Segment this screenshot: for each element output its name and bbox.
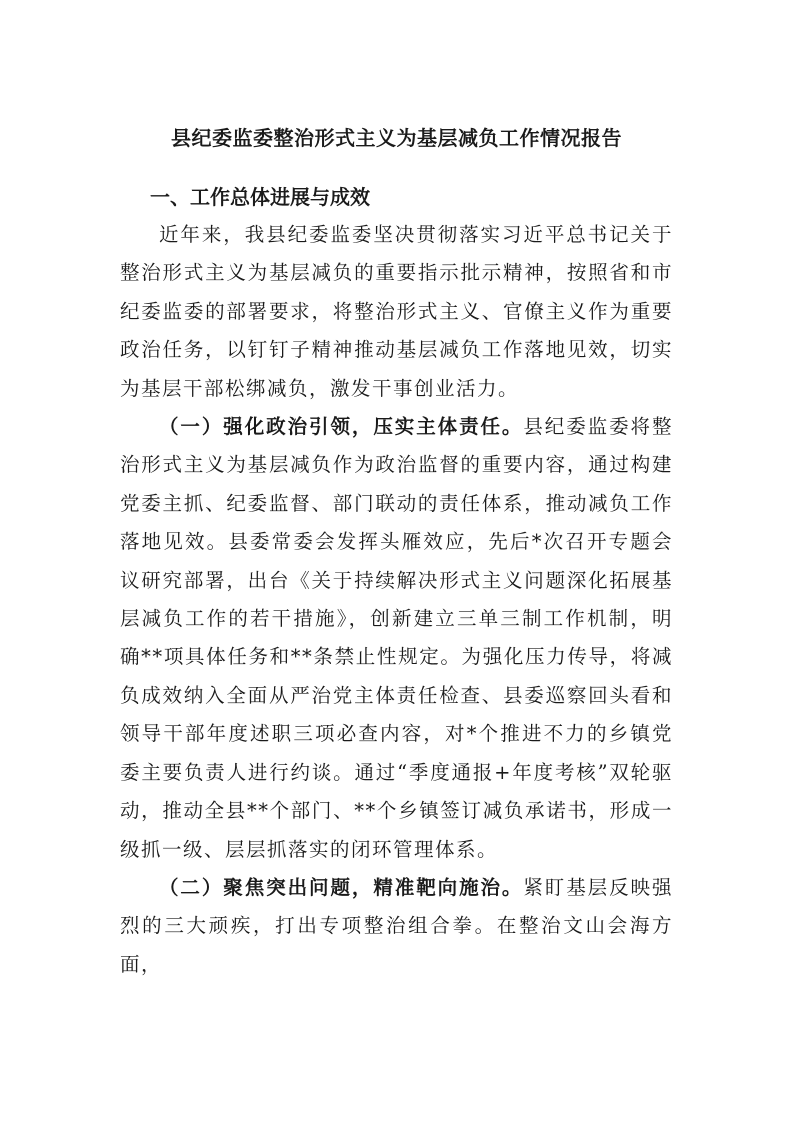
document-title: 县纪委监委整治形式主义为基层减负工作情况报告	[171, 126, 622, 150]
paragraph-body-targeted-remediation: 紧盯基层反映强烈的三大顽疾，打出专项整治组合拳。在整治文山会海方面，	[120, 875, 673, 976]
intro-paragraph: 近年来，我县纪委监委坚决贯彻落实习近平总书记关于整治形式主义为基层减负的重要指示批示精神，按照省和市纪委监委的部署要求，将整治形式主义、官僚主义作为重要政治任务，以钉钉子精神推动基层减负工作落地见效，切实为基层干部松绑减负，激发干事创业活力。	[120, 223, 673, 400]
section-heading-overall-progress: 一、工作总体进展与成效	[150, 185, 370, 209]
paragraph-targeted-remediation	[120, 869, 673, 984]
paragraph-lead-political-leadership: （一）强化政治引领，压实主体责任。	[159, 415, 524, 439]
paragraph-lead-targeted-remediation: （二）聚焦突出问题，精准靶向施治。	[159, 875, 524, 899]
paragraph-body-political-leadership: 县纪委监委将整治形式主义为基层减负作为政治监督的重要内容，通过构建党委主抓、纪委监督、部门联动的责任体系，推动减负工作落地见效。县委常委会发挥头雁效应，先后*次召开专题会议研究部署，出台《关于持续解决形式主义问题深化拓展基层减负工作的若干措施》，创新建立三单三制工作机制，明确**项具体任务和**条禁止性规定。为强化压力传导，将减负成效纳入全面从严治党主体责任检查、县委巡察回头看和领导干部年度述职三项必查内容，对*个推进不力的乡镇党委主要负责人进行约谈。通过“季度通报+年度考核”双轮驱动，推动全县**个部门、**个乡镇签订减负承诺书，形成一级抓一级、层层抓落实的闭环管理体系。	[120, 415, 673, 861]
paragraph-political-leadership	[120, 408, 673, 869]
